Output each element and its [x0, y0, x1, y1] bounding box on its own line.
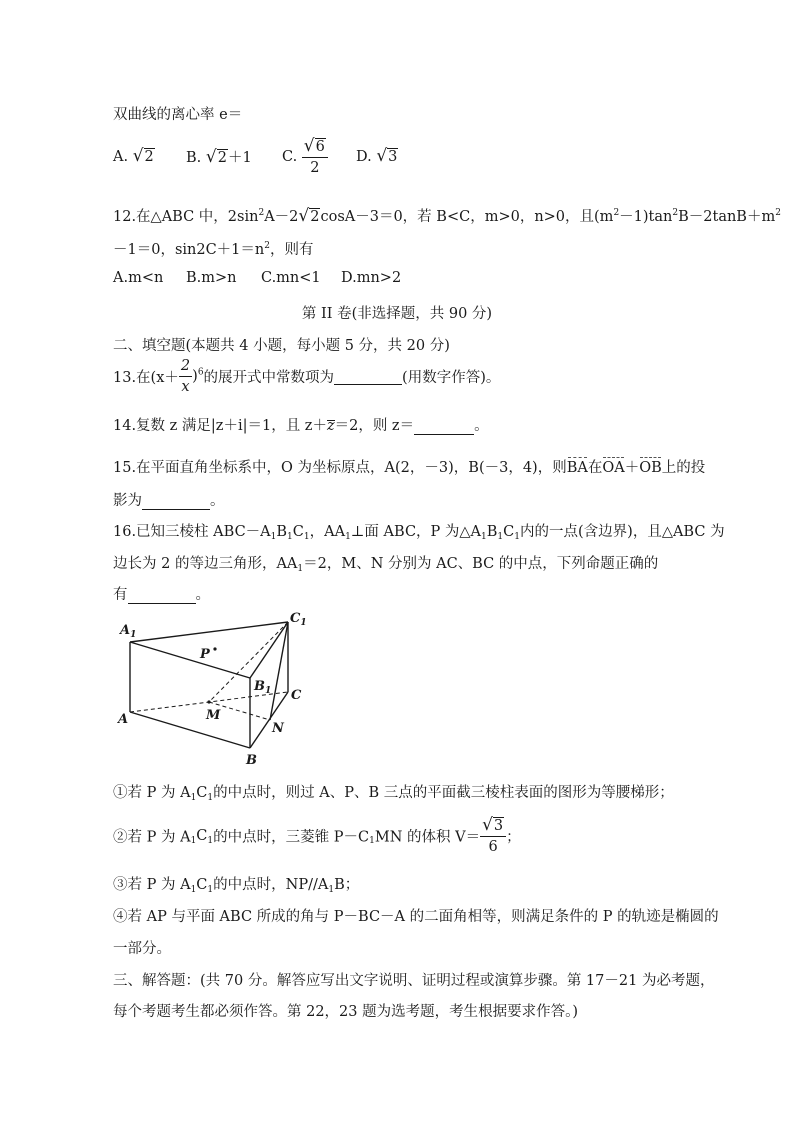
- q16-line-3: 有 。: [113, 587, 210, 603]
- point-p: [213, 647, 216, 650]
- q11-option-c: C. $\frac{√6}{2}$: [282, 136, 328, 178]
- section-2-title: 第 II 卷(非选择题，共 90 分): [301, 306, 493, 322]
- q12-line-1: 12.在△ABC 中，$2\sin^2A-2√2\cos A-3=0$，若 B<C，m>0，n>0，且$(m^2-1)\tan^2B-2\tan B+m^2$: [113, 206, 781, 226]
- statement-1: ①若 P 为 $A_1C_1$的中点时，则过 A、P、B 三点的平面截三棱柱表面的图形为等腰梯形；: [113, 785, 674, 803]
- label-p: P: [200, 647, 210, 662]
- label-b1: $B_1$: [254, 679, 272, 696]
- edge-b-c: [250, 692, 288, 748]
- edge-a1-b1: [130, 642, 250, 678]
- q11-option-b: B. √2＋1: [186, 147, 252, 167]
- label-n: N: [272, 721, 284, 736]
- q16-line-2: 边长为 2 的等边三角形，$AA_1=2$，M、N 分别为 AC、BC 的中点，下列命题正确的: [113, 556, 659, 574]
- q12-option-b: B.m>n: [186, 270, 237, 286]
- q15-line-2: 影为 。: [113, 493, 225, 509]
- edge-a-b: [130, 712, 250, 748]
- q11-option-a: A. √2: [113, 146, 154, 166]
- label-a1: $A_1$: [120, 623, 137, 640]
- statement-4-line-2: 一部分。: [113, 941, 171, 957]
- q12-option-c: C.mn<1: [261, 270, 321, 286]
- label-c: C: [291, 688, 302, 703]
- q14-answer-blank: [414, 418, 474, 435]
- q14: 14.复数 z 满足|z＋i|＝1，且 z＋z＝2，则 z＝ 。: [113, 418, 489, 434]
- q15-answer-blank: [142, 493, 210, 510]
- q12-option-a: A.m<n: [113, 270, 164, 286]
- q13-answer-blank: [334, 368, 402, 385]
- q12-line-2: －1＝0，$\sin 2C+1=n^2$，则有: [113, 241, 314, 258]
- label-m: M: [206, 708, 221, 723]
- prism-figure: [110, 610, 320, 770]
- edge-a1-c1: [130, 622, 288, 642]
- label-c1: $C_1$: [290, 611, 307, 628]
- fill-in-header: 二、填空题(本题共 4 小题，每小题 5 分，共 20 分): [113, 338, 450, 354]
- answer-section-header-line-2: 每个考题考生都必须作答。第 22，23 题为选考题，考生根据要求作答。): [113, 1004, 579, 1020]
- q16-line-1: 16.已知三棱柱 $ABC-A_1B_1C_1$，$AA_1\perp$面 ABC，P 为$\triangle A_1B_1C_1$内的一点(含边界)，且△ABC 为: [113, 524, 725, 542]
- statement-4-line-1: ④若 AP 与平面 ABC 所成的角与 P－BC－A 的二面角相等，则满足条件的 P 的轨迹是椭圆的: [113, 909, 719, 925]
- q11-stem: 双曲线的离心率 e＝: [113, 107, 243, 123]
- sqrt-symbol: √2: [132, 146, 154, 166]
- statement-2: ②若 P 为 $A_1C_1$的中点时，三菱锥 $P-C_1MN$ 的体积 V＝ $\frac{√3}{6}$ ；: [113, 815, 521, 855]
- label-a: A: [118, 712, 129, 727]
- q11-option-d: D. √3: [356, 146, 398, 166]
- q16-answer-blank: [128, 587, 196, 604]
- point-m: [207, 700, 210, 703]
- q12-option-d: D.mn>2: [341, 270, 402, 286]
- label-b: B: [246, 753, 257, 768]
- q13: 13.在(x＋ $\frac{2}{x}$ )$^6$的展开式中常数项为 (用数字作答)。: [113, 358, 501, 395]
- statement-3: ③若 P 为 $A_1C_1$的中点时，$NP//A_1B$；: [113, 877, 360, 895]
- q15-line-1: 15.在平面直角坐标系中，O 为坐标原点，A(2，－3)，B(－3，4)，则BA在OA＋OB上的投: [113, 460, 706, 476]
- answer-section-header-line-1: 三、解答题：(共 70 分。解答应写出文字说明、证明过程或演算步骤。第 17－21 为必考题，: [113, 973, 715, 989]
